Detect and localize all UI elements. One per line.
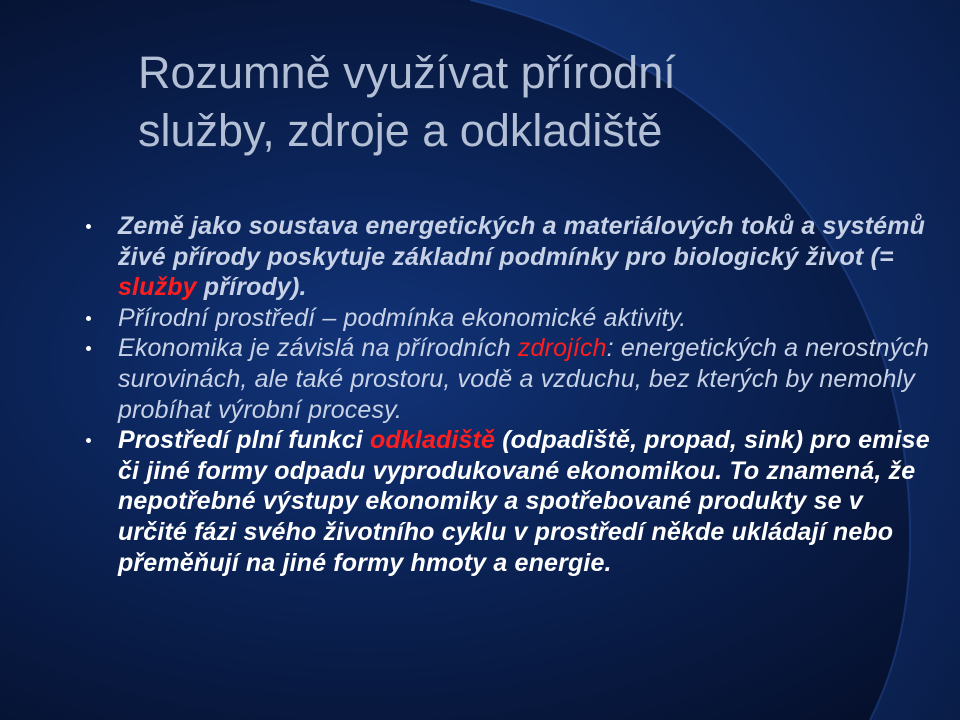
slide-title-line-2: služby, zdroje a odkladiště bbox=[138, 105, 663, 156]
bullet-item-environment-condition bbox=[86, 303, 936, 334]
bullet-dot bbox=[86, 438, 91, 443]
slide-title bbox=[138, 44, 918, 160]
bullet-dot bbox=[86, 224, 91, 229]
bullet-item-services bbox=[86, 211, 936, 303]
slide-title-line-1: Rozumně využívat přírodní bbox=[138, 47, 676, 98]
highlight-odkladiste: odkladiště bbox=[369, 426, 496, 455]
bullet-text: Ekonomika je závislá na přírodních bbox=[118, 334, 518, 363]
bullet-list bbox=[86, 211, 936, 578]
bullet-text: : energetických a nerostných surovinách, ale také prostoru, vodě a vzduchu, bez kterých by nemohly probíhat výrobní procesy. bbox=[118, 334, 930, 424]
highlight-sluzby: služby bbox=[118, 273, 197, 302]
bullet-item-resources bbox=[86, 333, 936, 425]
bullet-text: Země jako soustava energetických a materiálových toků a systémů živé přírody poskytuje základní podmínky pro biologický život (= bbox=[118, 212, 926, 271]
bullet-dot bbox=[86, 346, 91, 351]
bullet-text: Přírodní prostředí – podmínka ekonomické aktivity. bbox=[118, 303, 687, 332]
bullet-item-sink bbox=[86, 425, 936, 578]
highlight-zdrojich: zdrojích bbox=[517, 334, 607, 363]
bullet-text: přírody). bbox=[196, 273, 307, 302]
bullet-text: Prostředí plní funkci bbox=[118, 426, 370, 455]
bullet-dot bbox=[86, 316, 91, 321]
bullet-text: (odpadiště, propad, sink) pro emise či jiné formy odpadu vyprodukované ekonomikou. To znamená, že nepotřebné výstupy ekonomiky a spotřebované produkty se v určité fázi svého životního cyklu v prostředí někde ukládají nebo přeměňují na jiné formy hmoty a energie. bbox=[118, 426, 930, 577]
